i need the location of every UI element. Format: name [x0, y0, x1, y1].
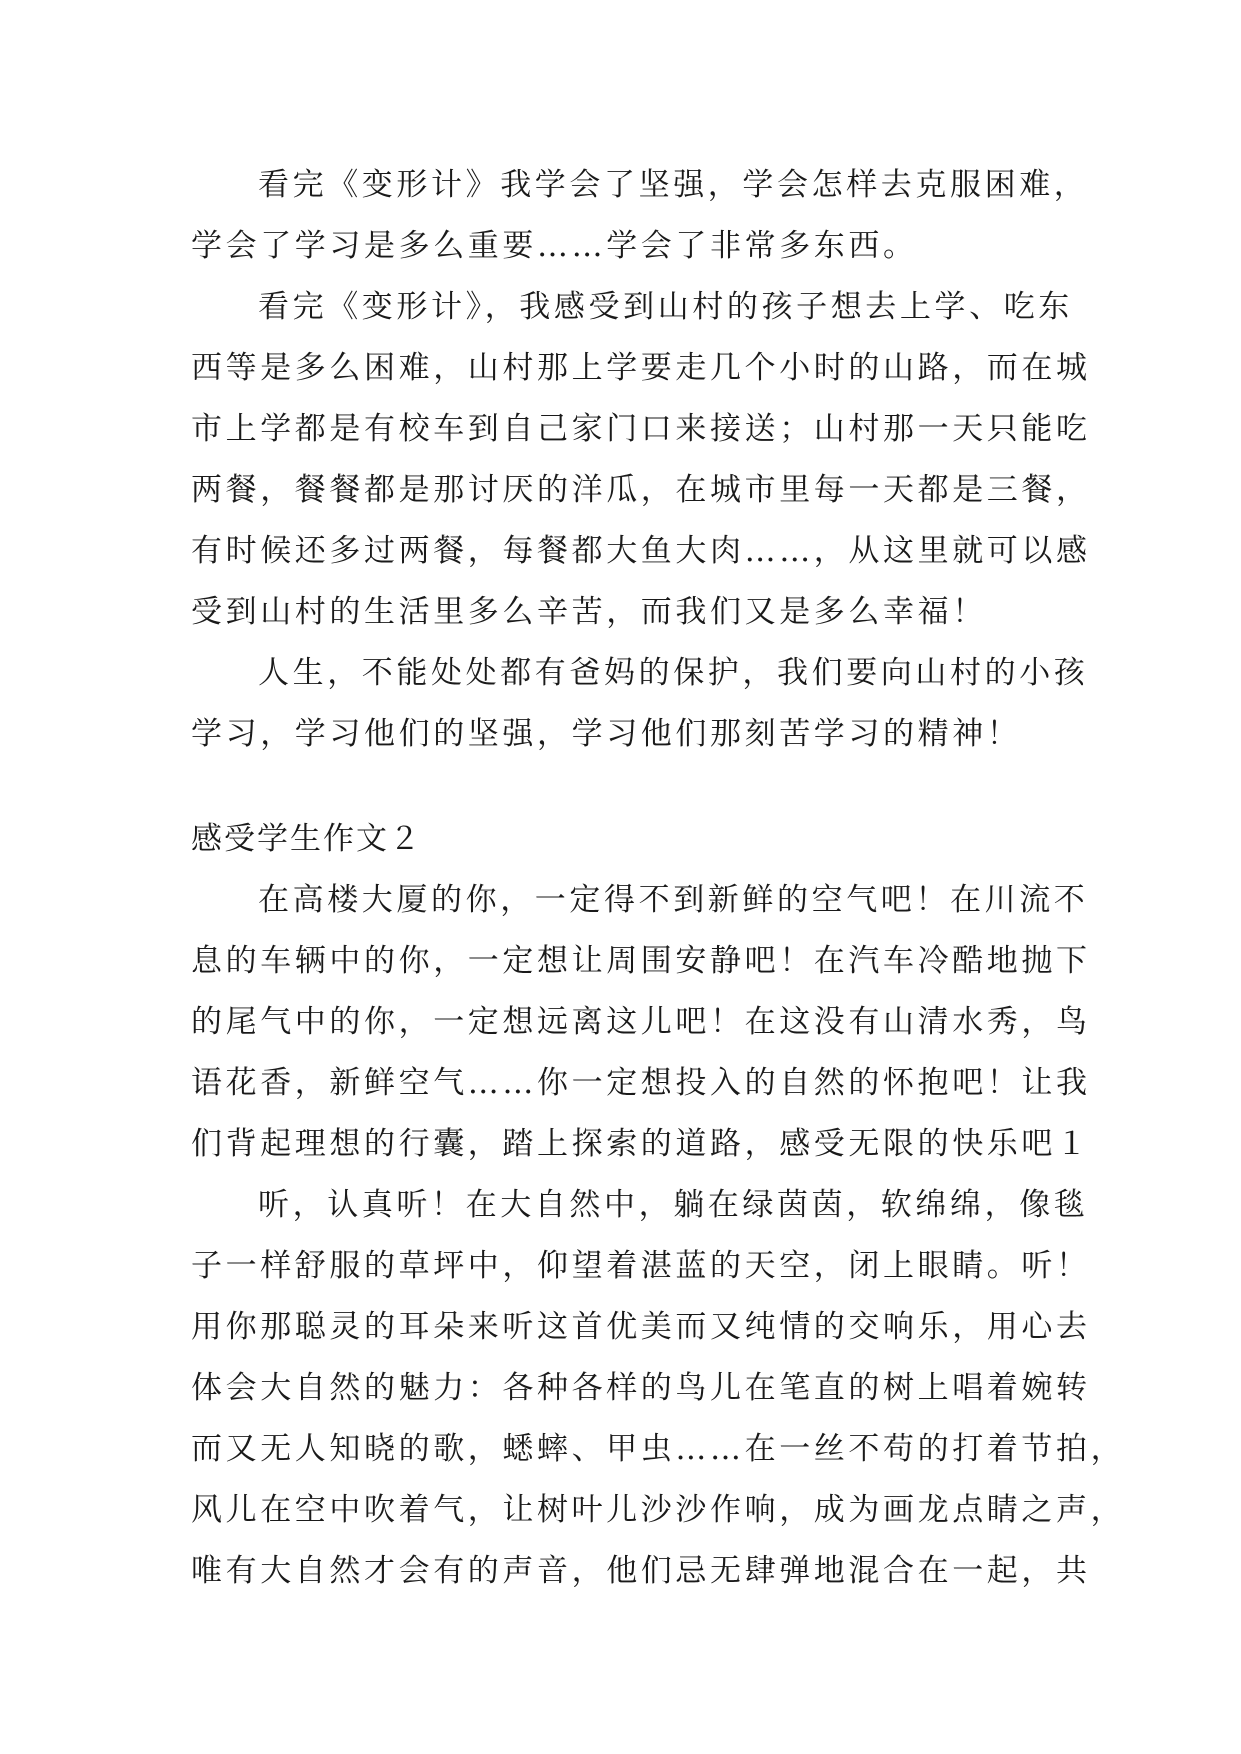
text-line: 风儿在空中吹着气，让树叶儿沙沙作响，成为画龙点睛之声， — [191, 1492, 1126, 1528]
text-line: 受到山村的生活里多么辛苦，而我们又是多么幸福！ — [191, 594, 987, 630]
section-2 — [191, 809, 1126, 1602]
text-line: 两餐，餐餐都是那讨厌的洋瓜，在城市里每一天都是三餐， — [191, 472, 1091, 508]
text-line: 而又无人知晓的歌，蟋蟀、甲虫……在一丝不苟的打着节拍， — [191, 1431, 1126, 1467]
text-line: 的尾气中的你，一定想远离这儿吧！在这没有山清水秀，鸟 — [191, 1004, 1091, 1040]
text-line: 学习，学习他们的坚强，学习他们那刻苦学习的精神！ — [191, 716, 1022, 752]
text-line: 听，认真听！在大自然中，躺在绿茵茵，软绵绵，像毯 — [258, 1187, 1089, 1223]
text-line: 子一样舒服的草坪中，仰望着湛蓝的天空，闭上眼睛。听！ — [191, 1248, 1091, 1284]
section-gap — [191, 765, 1061, 809]
text-line: 语花香，新鲜空气……你一定想投入的自然的怀抱吧！让我 — [191, 1065, 1091, 1101]
text-line: 看完《变形计》我学会了坚强，学会怎样去克服困难， — [258, 167, 1089, 203]
text-line: 市上学都是有校车到自己家门口来接送；山村那一天只能吃 — [191, 411, 1091, 447]
section-title: 感受学生作文２ — [191, 821, 422, 857]
text-line: 唯有大自然才会有的声音，他们忌无肆弹地混合在一起，共 — [191, 1553, 1091, 1589]
text-line: 体会大自然的魅力：各种各样的鸟儿在笔直的树上唱着婉转 — [191, 1370, 1091, 1406]
text-line: 西等是多么困难，山村那上学要走几个小时的山路，而在城 — [191, 350, 1091, 386]
document-page — [191, 155, 1126, 1602]
text-line: 息的车辆中的你，一定想让周围安静吧！在汽车冷酷地抛下 — [191, 943, 1091, 979]
paragraph — [191, 277, 1091, 643]
paragraph — [191, 870, 1091, 1175]
text-line: 看完《变形计》，我感受到山村的孩子想去上学、吃东 — [258, 289, 1073, 325]
text-line: 有时候还多过两餐，每餐都大鱼大肉……，从这里就可以感 — [191, 533, 1091, 569]
section-1 — [191, 155, 1091, 765]
text-line: 人生，不能处处都有爸妈的保护，我们要向山村的小孩 — [258, 655, 1089, 691]
paragraph — [191, 643, 1089, 765]
text-line: 们背起理想的行囊，踏上探索的道路，感受无限的快乐吧１ — [191, 1126, 1091, 1162]
text-line: 学会了学习是多么重要……学会了非常多东西。 — [191, 228, 918, 264]
text-line: 在高楼大厦的你，一定得不到新鲜的空气吧！在川流不 — [258, 882, 1089, 918]
paragraph — [191, 1175, 1126, 1602]
paragraph — [191, 155, 1089, 277]
text-line: 用你那聪灵的耳朵来听这首优美而又纯情的交响乐，用心去 — [191, 1309, 1091, 1345]
